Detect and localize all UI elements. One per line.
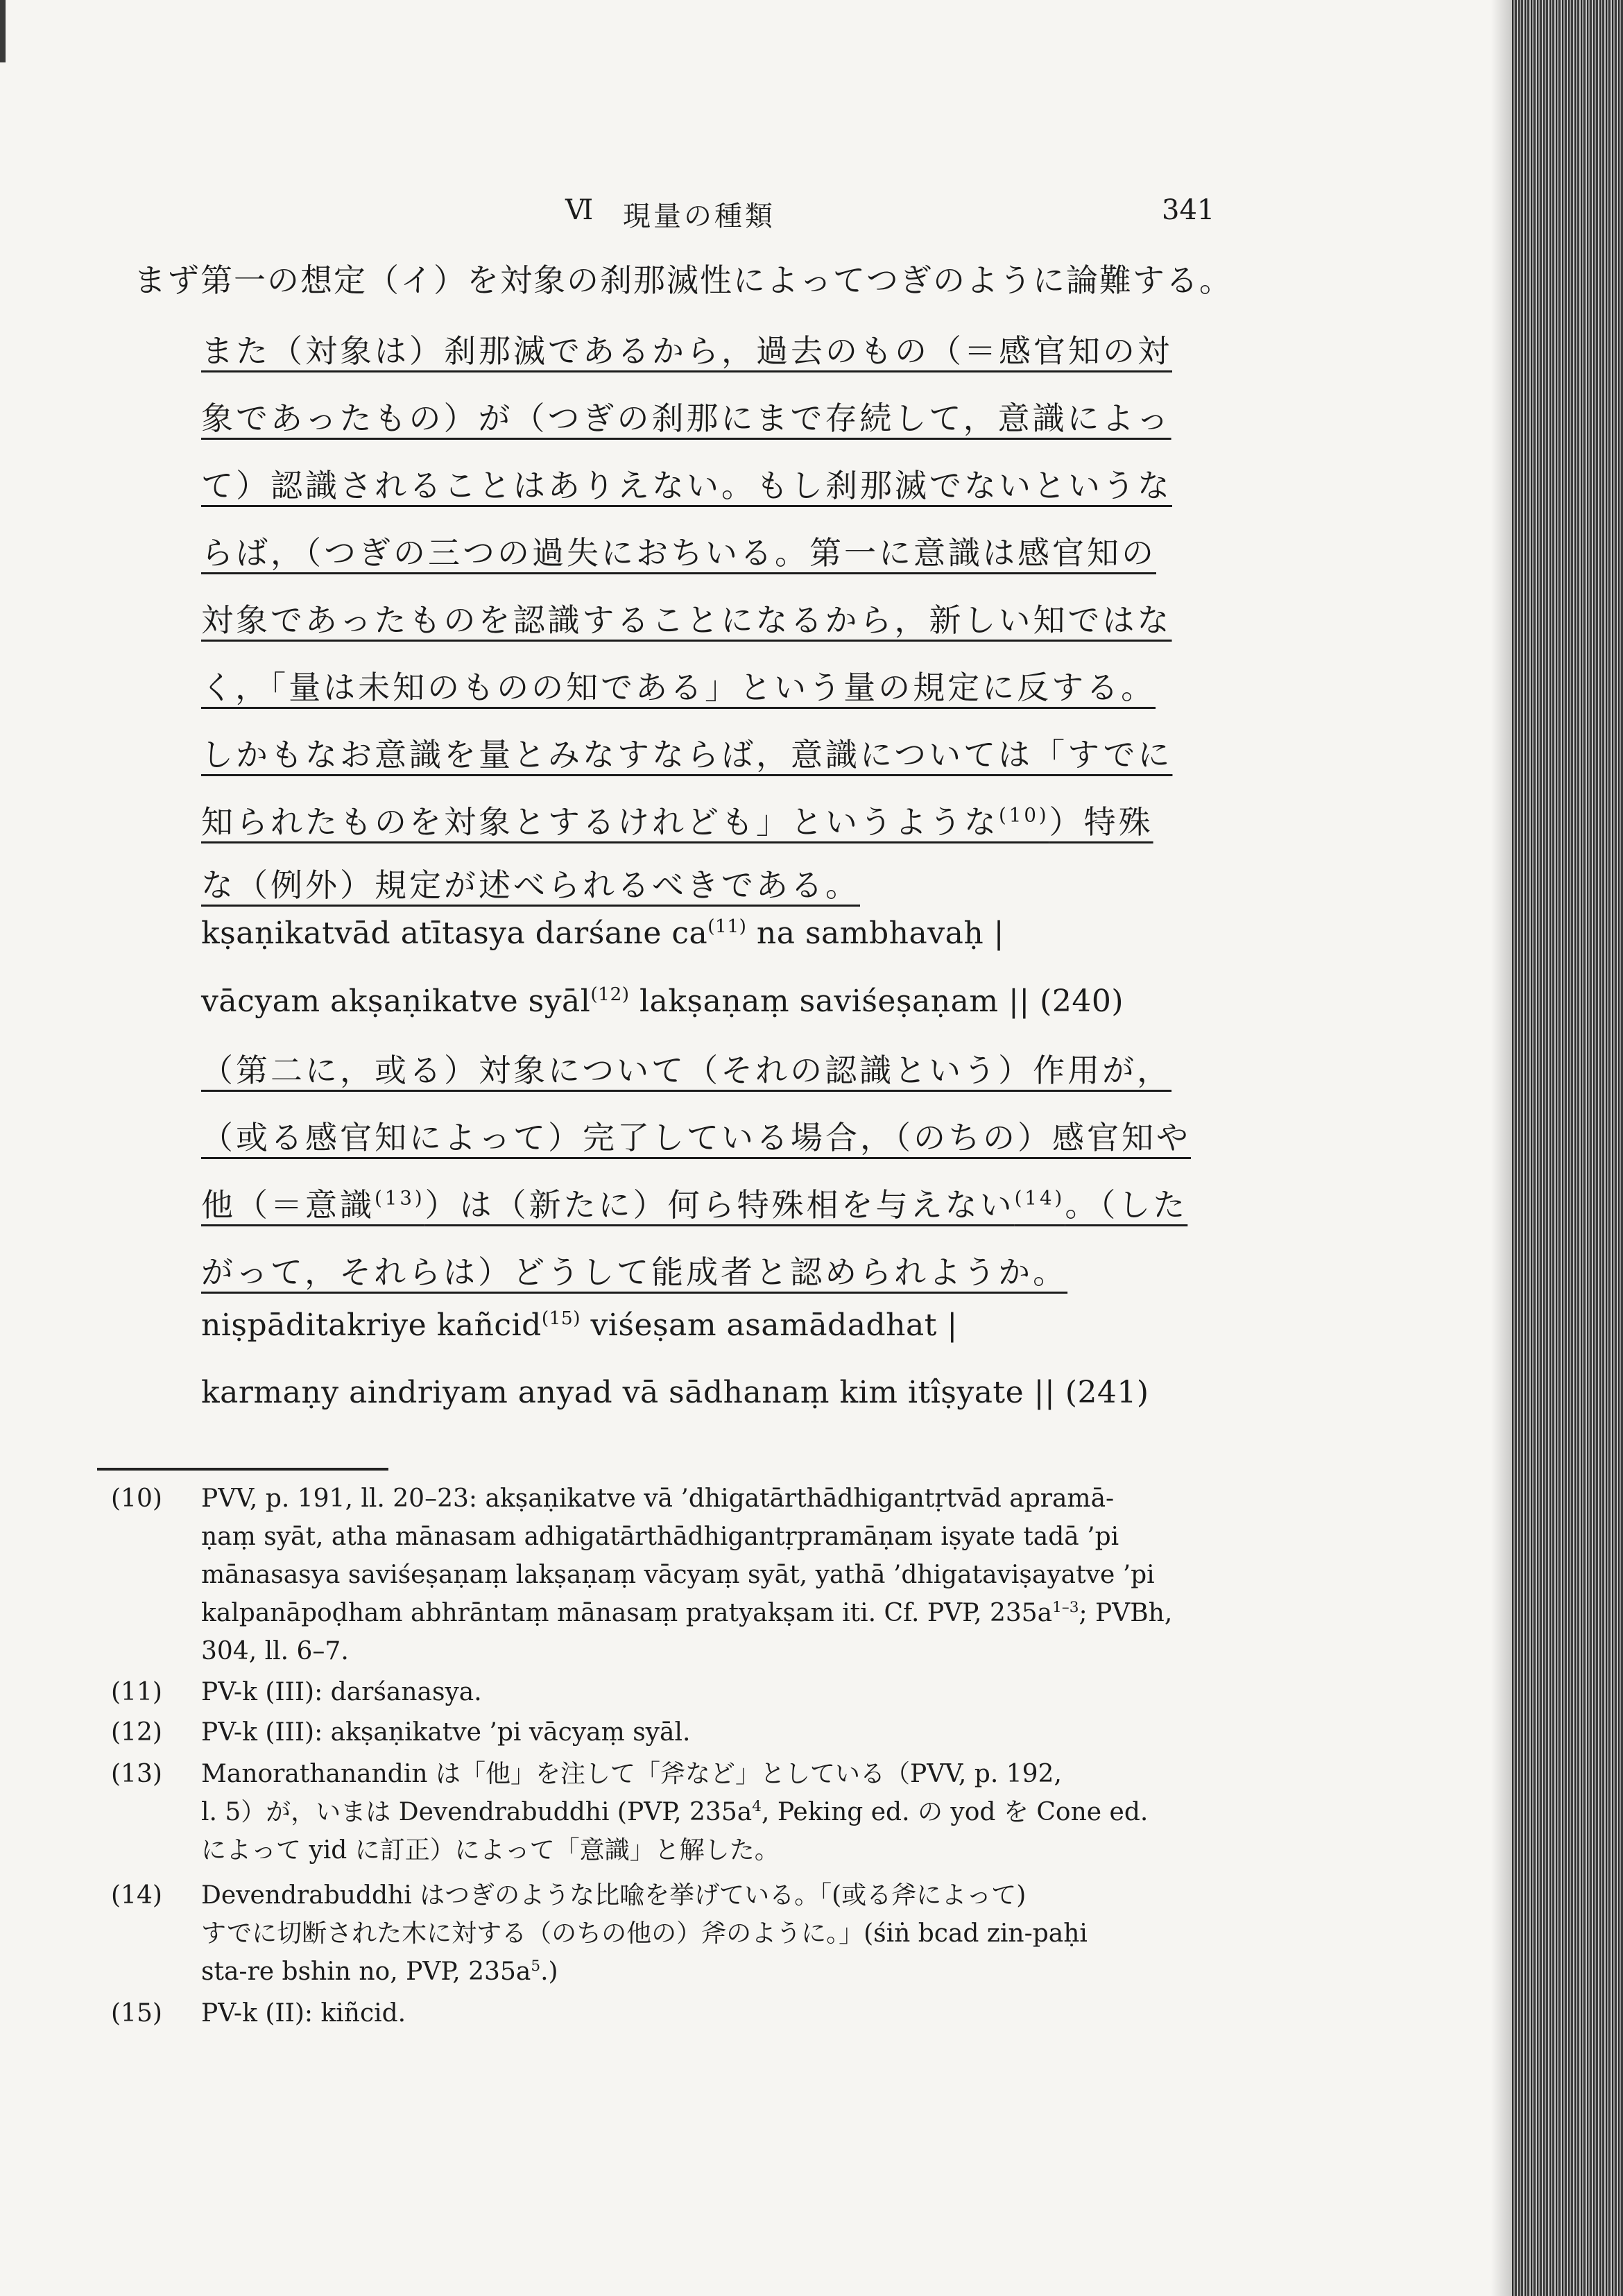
sanskrit-verse-240-line1 <box>201 916 1004 951</box>
running-header <box>0 194 1623 236</box>
verse-text: na sambhavaḥ | <box>746 916 1004 951</box>
translation-240-line: く，「量は未知のものの知である」という量の規定に反する。 <box>201 669 1156 706</box>
translation-240-line: また（対象は）刹那滅であるから，過去のもの（＝感官知の対 <box>201 332 1172 370</box>
verse-text: niṣpāditakriye kañcid <box>201 1308 542 1343</box>
footnote-ref-15[interactable]: (15) <box>541 1308 581 1330</box>
sanskrit-verse-241-line2: karmaṇy aindriyam anyad vā sādhanaṃ kim itîṣyate || (241) <box>201 1375 1149 1410</box>
translation-241-line: （第二に，或る）対象について（それの認識という）作用が， <box>201 1052 1172 1089</box>
translation-240-line-end: ）特殊 <box>1049 803 1153 841</box>
footnote-line: すでに切断された木に対する（のちの他の）斧のように。」(śiṅ bcad zin-paḥi <box>201 1919 1088 1948</box>
footnote-superscript: 4 <box>752 1798 762 1816</box>
footnote-text: sta-re bshin no, PVP, 235a <box>201 1957 531 1986</box>
footnote-number: (14) <box>111 1881 162 1910</box>
verse-text: viśeṣam asamādadhat | <box>581 1308 958 1343</box>
footnote-text: kalpanāpoḍham abhrāntaṃ mānasaṃ pratyakṣam iti. Cf. PVP, 235a <box>201 1599 1053 1627</box>
translation-240-line: 象であったもの）が（つぎの刹那にまで存続して，意識によっ <box>201 400 1171 437</box>
book-page-edge <box>1512 0 1623 2296</box>
footnote-text: , Peking ed. の yod を Cone ed. <box>761 1798 1149 1826</box>
footnote-line: ṇaṃ syāt, atha mānasam adhigatārthādhigantṛpramāṇam iṣyate tadā ’pi <box>201 1523 1119 1551</box>
chapter-number: Ⅵ <box>565 194 594 226</box>
footnote-ref-12[interactable]: (12) <box>590 984 630 1006</box>
translation-text: 。（した <box>1065 1186 1188 1224</box>
translation-240-line: らば，（つぎの三つの過失におちいる。第一に意識は感官知の <box>201 534 1156 572</box>
translation-241-line: がって，それらは）どうして能成者と認められようか。 <box>201 1253 1068 1291</box>
translation-text: ）は（新たに）何ら特殊相を与えない <box>424 1186 1015 1224</box>
page-number: 341 <box>1162 194 1215 226</box>
intro-sentence: まず第一の想定（イ）を対象の刹那滅性によってつぎのように論難する。 <box>134 262 1233 299</box>
footnote-number: (11) <box>111 1678 162 1706</box>
scan-corner-mark <box>0 0 6 62</box>
footnote-line: Manorathanandin は「他」を注して「斧など」としている（PVV, p. 192, <box>201 1760 1062 1788</box>
translation-240-line-text: 知られたものを対象とするけれども」というような <box>201 803 999 841</box>
footnote-text: PV-k (III): darśanasya. <box>201 1678 482 1706</box>
footnote-ref-10[interactable]: (10) <box>999 803 1049 827</box>
footnote-number: (10) <box>111 1484 162 1513</box>
footnote-line: Devendrabuddhi はつぎのような比喩を挙げている。「(或る斧によって) <box>201 1881 1027 1910</box>
translation-240-line <box>201 797 1179 843</box>
footnote-superscript: 5 <box>531 1957 541 1976</box>
translation-240-line: て）認識されることはありえない。もし刹那滅でないというな <box>201 467 1172 504</box>
footnote-number: (12) <box>111 1718 162 1747</box>
footnote-text: ; PVBh, <box>1079 1599 1173 1627</box>
translation-240-line: 対象であったものを認識することになるから，新しい知ではな <box>201 601 1172 639</box>
book-gutter-shadow <box>1491 0 1512 2296</box>
footnote-ref-13[interactable]: (13) <box>375 1186 425 1210</box>
footnote-text: PV-k (III): akṣaṇikatve ’pi vācyaṃ syāl. <box>201 1718 691 1747</box>
footnote-superscript: 1–3 <box>1052 1599 1079 1617</box>
translation-241-line <box>201 1180 1188 1226</box>
translation-240-line: しかもなお意識を量とみなすならば，意識については「すでに <box>201 736 1173 773</box>
footnote-line: によって yid に訂正）によって「意識」と解した。 <box>201 1836 780 1865</box>
translation-240-line: な（例外）規定が述べられるべきである。 <box>201 866 860 904</box>
footnote-line <box>201 1594 1172 1632</box>
footnote-text: .) <box>540 1957 558 1986</box>
footnote-line <box>201 1793 1148 1831</box>
footnote-number: (15) <box>111 1999 162 2028</box>
footnote-ref-11[interactable]: (11) <box>707 916 747 938</box>
chapter-title: 現量の種類 <box>623 200 775 232</box>
footnote-number: (13) <box>111 1760 162 1788</box>
footnote-line: PVV, p. 191, ll. 20–23: akṣaṇikatve vā ’dhigatārthādhigantṛtvād apramā- <box>201 1484 1115 1513</box>
translation-241-line: （或る感官知によって）完了している場合，（のちの）感官知や <box>201 1119 1191 1156</box>
verse-text: vācyam akṣaṇikatve syāl <box>201 984 591 1019</box>
footnote-line: mānasasya saviśeṣaṇaṃ lakṣaṇaṃ vācyaṃ syāt, yathā ’dhigataviṣayatve ’pi <box>201 1561 1155 1589</box>
verse-text: kṣaṇikatvād atītasya darśane ca <box>201 916 708 951</box>
footnote-separator <box>97 1468 388 1471</box>
sanskrit-verse-241-line1 <box>201 1308 958 1343</box>
verse-text: lakṣaṇaṃ saviśeṣaṇam || (240) <box>629 984 1124 1019</box>
footnote-ref-14[interactable]: (14) <box>1014 1186 1065 1210</box>
sanskrit-verse-240-line2 <box>201 984 1124 1019</box>
footnote-text: l. 5）が，いまは Devendrabuddhi (PVP, 235a <box>201 1798 753 1826</box>
footnote-line: 304, ll. 6–7. <box>201 1637 349 1665</box>
translation-text: 他（＝意識 <box>201 1186 375 1224</box>
footnote-text: PV-k (II): kiñcid. <box>201 1999 406 2028</box>
footnote-line <box>201 1953 558 1991</box>
